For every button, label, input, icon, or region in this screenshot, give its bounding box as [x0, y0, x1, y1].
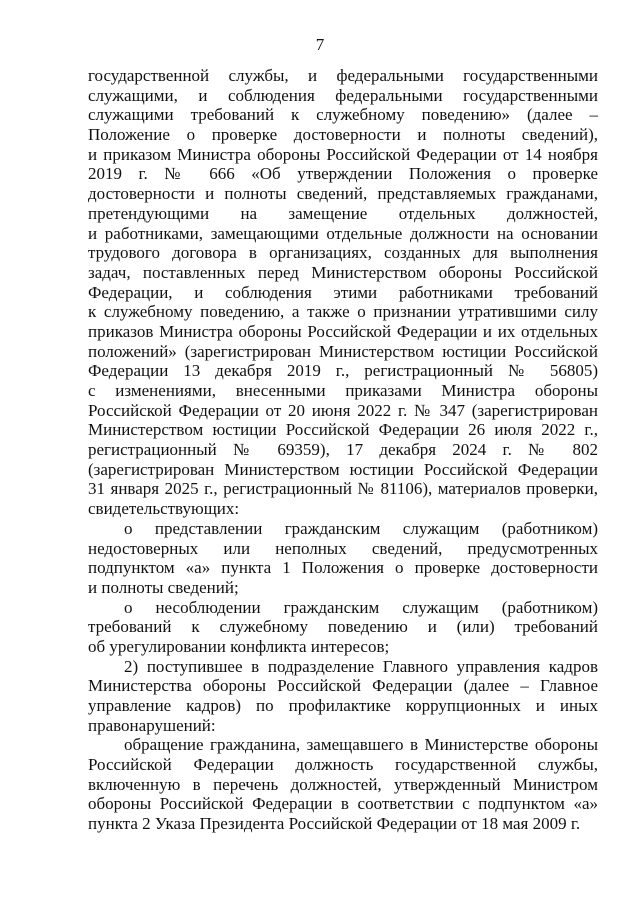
- text-line: об урегулировании конфликта интересов;: [88, 636, 390, 656]
- text-line: регистрационный № 69359), 17 декабря 2024 г. № 802: [88, 440, 598, 460]
- text-line: Положение о проверке достоверности и полноты сведений),: [88, 125, 598, 145]
- text-line: пункта 2 Указа Президента Российской Федерации от 18 мая 2009 г.: [88, 814, 581, 834]
- text-line: достоверности и полноты сведений, представляемых гражданами,: [88, 184, 598, 204]
- text-line: государственной службы, и федеральными государственными: [88, 66, 598, 85]
- text-line: к служебному поведению, а также о признании утратившими силу: [88, 302, 598, 322]
- text-line: Российской Федерации от 20 июня 2022 г. № 347 (зарегистрирован: [88, 400, 598, 420]
- text-line: обращение гражданина, замещавшего в Министерстве обороны: [124, 735, 598, 755]
- text-line: претендующими на замещение отдельных должностей,: [88, 203, 598, 223]
- text-line: подпунктом «а» пункта 1 Положения о проверке достоверности: [88, 558, 598, 578]
- text-line: 31 января 2025 г., регистрационный № 81106), материалов проверки,: [88, 479, 598, 499]
- text-line: и приказом Министра обороны Российской Федерации от 14 ноября: [88, 144, 598, 164]
- text-line: правонарушений:: [88, 715, 216, 735]
- text-line: Министерством юстиции Российской Федерации 26 июля 2022 г.,: [88, 420, 598, 440]
- text-line: с изменениями, внесенными приказами Министра обороны: [88, 381, 598, 400]
- text-line: и работниками, замещающими отдельные должности на основании: [88, 223, 598, 243]
- text-line: и полноты сведений;: [88, 577, 239, 597]
- page-number: 7: [315, 35, 325, 54]
- text-line: приказов Министра обороны Российской Федерации и их отдельных: [88, 321, 598, 341]
- text-line: служащими требований к служебному поведению» (далее –: [88, 105, 598, 125]
- text-line: положений» (зарегистрирован Министерством юстиции Российской: [88, 341, 598, 361]
- text-line: управление кадров) по профилактике коррупционных и иных: [88, 696, 598, 715]
- text-line: свидетельствующих:: [88, 499, 240, 519]
- paragraph-p1: [88, 66, 598, 519]
- paragraph-p4: [88, 657, 598, 736]
- text-line: Федерации, и соблюдения этими работниками требований: [88, 282, 598, 302]
- text-line: включенную в перечень должностей, утвержденный Министром: [88, 774, 598, 794]
- text-line: Министерства обороны Российской Федерации (далее – Главное: [88, 676, 598, 696]
- paragraph-p3: [88, 598, 598, 657]
- text-line: (зарегистрирован Министерством юстиции Российской Федерации: [88, 459, 598, 479]
- paragraph-p5: [88, 735, 598, 833]
- text-line: о несоблюдении гражданским служащим (работником): [124, 597, 598, 617]
- text-line: 2) поступившее в подразделение Главного управления кадров: [124, 656, 598, 676]
- text-line: недостоверных или неполных сведений, предусмотренных: [88, 538, 598, 558]
- paragraph-p2: [88, 519, 598, 598]
- text-line: требований к служебному поведению и (или) требований: [88, 617, 598, 637]
- text-line: Российской Федерации должность государственной службы,: [88, 755, 598, 775]
- text-line: обороны Российской Федерации в соответствии с подпунктом «а»: [88, 794, 598, 814]
- document-body: [88, 66, 598, 834]
- text-line: 2019 г. № 666 «Об утверждении Положения о проверке: [88, 164, 598, 184]
- text-line: Федерации 13 декабря 2019 г., регистрационный № 56805): [88, 361, 598, 381]
- text-line: задач, поставленных перед Министерством обороны Российской: [88, 262, 598, 282]
- text-line: о представлении гражданским служащим (работником): [124, 518, 598, 538]
- text-line: трудового договора в организациях, созданных для выполнения: [88, 243, 598, 263]
- text-line: служащими, и соблюдения федеральными государственными: [88, 85, 598, 105]
